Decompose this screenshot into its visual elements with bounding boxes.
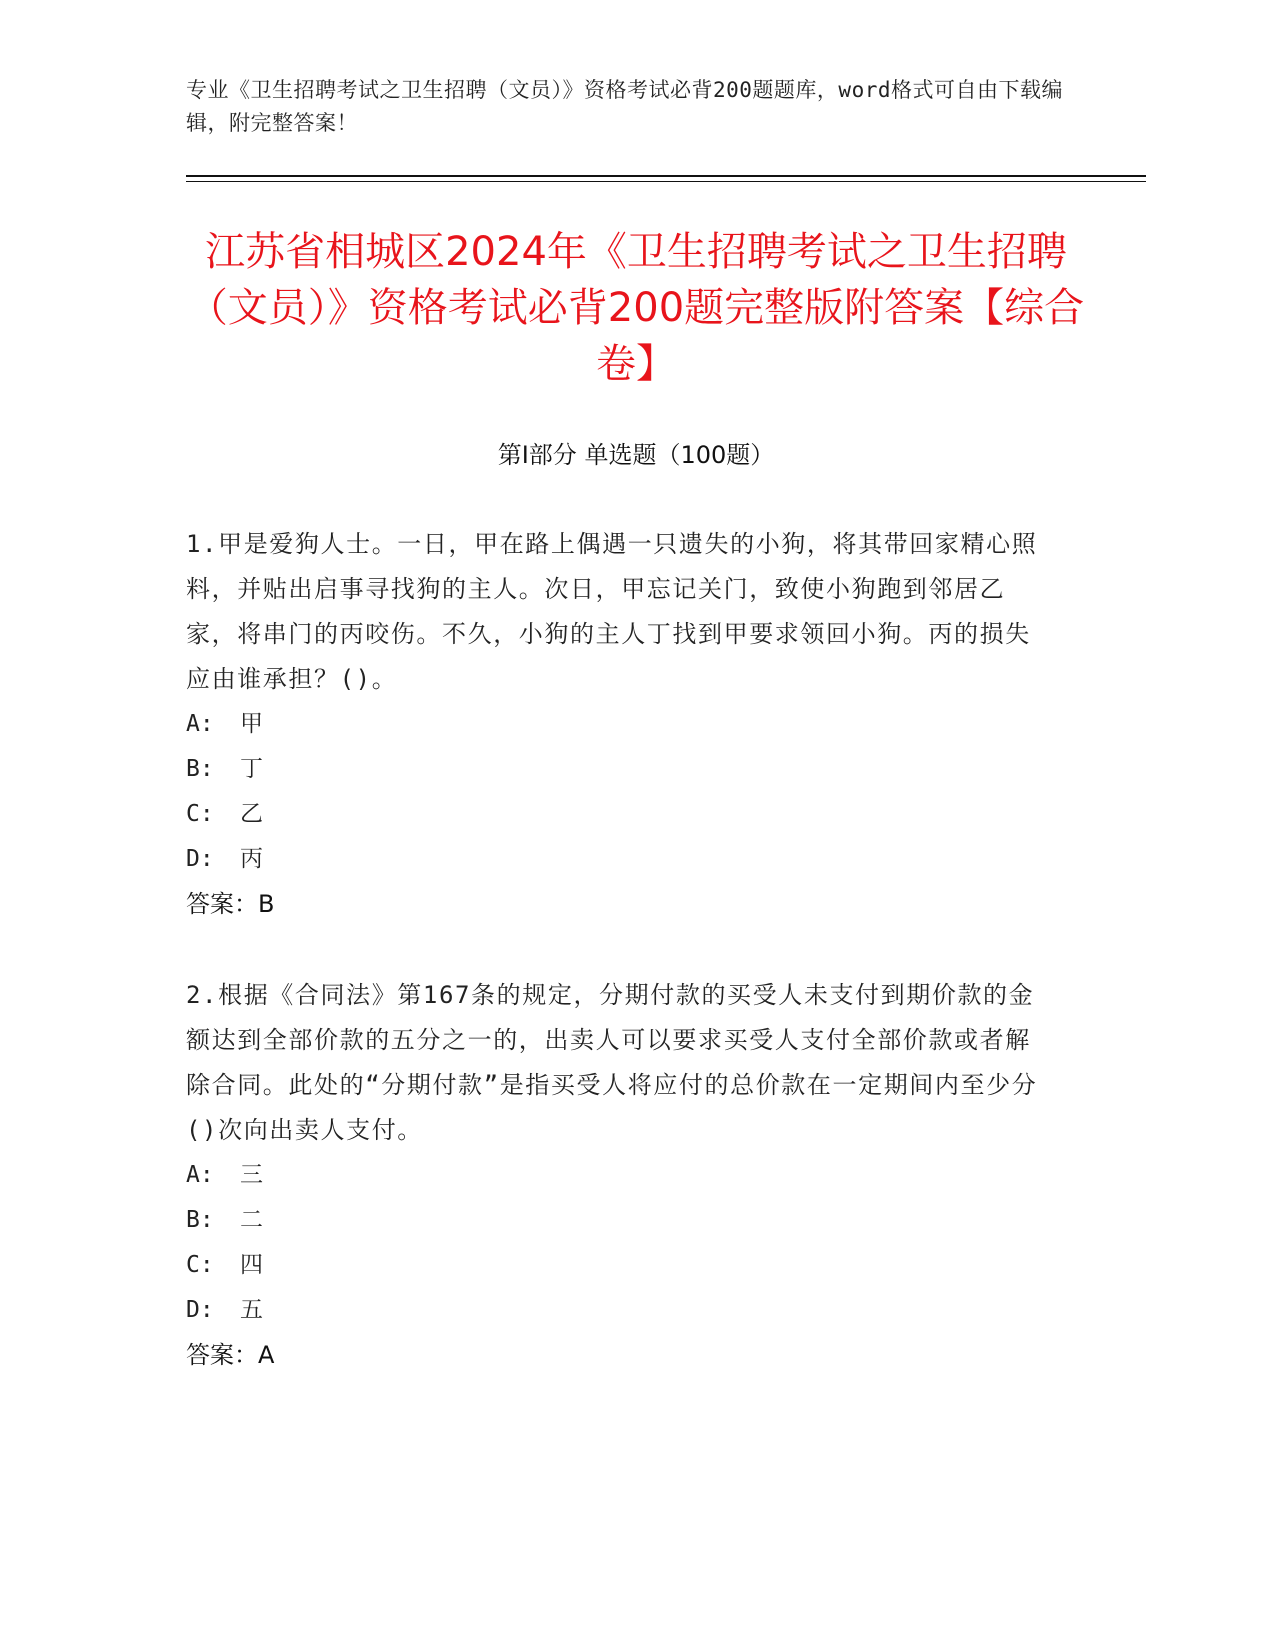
option-b bbox=[186, 747, 1056, 792]
document-title: 江苏省相城区2024年《卫生招聘考试之卫生招聘（文员）》资格考试必背200题完整版附答案【综合卷】 bbox=[187, 229, 1085, 387]
option-text: 二 bbox=[240, 1207, 263, 1233]
option-c bbox=[186, 792, 1056, 837]
option-text: 丁 bbox=[240, 756, 263, 782]
question-stem: 2.根据《合同法》第167条的规定，分期付款的买受人未支付到期价款的金额达到全部价款的五分之一的，出卖人可以要求买受人支付全部价款或者解除合同。此处的“分期付款”是指买受人将应付的总价款在一定期间内至少分()次向出卖人支付。 bbox=[186, 981, 1038, 1144]
option-letter: B: bbox=[186, 1207, 214, 1233]
option-c bbox=[186, 1243, 1056, 1288]
option-text: 乙 bbox=[240, 801, 263, 827]
option-text: 四 bbox=[240, 1252, 263, 1278]
option-d bbox=[186, 837, 1056, 882]
option-d bbox=[186, 1288, 1056, 1333]
header-divider-thick bbox=[186, 175, 1146, 177]
option-letter: C: bbox=[186, 1252, 214, 1278]
option-a bbox=[186, 1153, 1056, 1198]
answer-line: 答案：B bbox=[186, 890, 275, 918]
option-b bbox=[186, 1198, 1056, 1243]
section-heading: 第Ⅰ部分 单选题（100题） bbox=[497, 441, 775, 469]
option-letter: C: bbox=[186, 801, 214, 827]
option-letter: D: bbox=[186, 1297, 214, 1323]
option-text: 五 bbox=[240, 1297, 263, 1323]
header-divider-thin bbox=[186, 181, 1146, 182]
option-letter: A: bbox=[186, 1162, 214, 1188]
option-letter: D: bbox=[186, 846, 214, 872]
option-text: 三 bbox=[240, 1162, 263, 1188]
option-text: 丙 bbox=[240, 846, 263, 872]
option-a bbox=[186, 702, 1056, 747]
option-text: 甲 bbox=[240, 711, 263, 737]
answer-line: 答案：A bbox=[186, 1341, 275, 1369]
question-1 bbox=[186, 522, 1056, 927]
question-2 bbox=[186, 973, 1056, 1378]
question-stem: 1.甲是爱狗人士。一日，甲在路上偶遇一只遗失的小狗，将其带回家精心照料，并贴出启事寻找狗的主人。次日，甲忘记关门，致使小狗跑到邻居乙家，将串门的丙咬伤。不久，小狗的主人丁找到甲要求领回小狗。丙的损失应由谁承担？()。 bbox=[186, 530, 1038, 693]
header-note: 专业《卫生招聘考试之卫生招聘（文员）》资格考试必背200题题库，word格式可自由下载编辑，附完整答案！ bbox=[186, 78, 1063, 135]
option-letter: A: bbox=[186, 711, 214, 737]
option-letter: B: bbox=[186, 756, 214, 782]
